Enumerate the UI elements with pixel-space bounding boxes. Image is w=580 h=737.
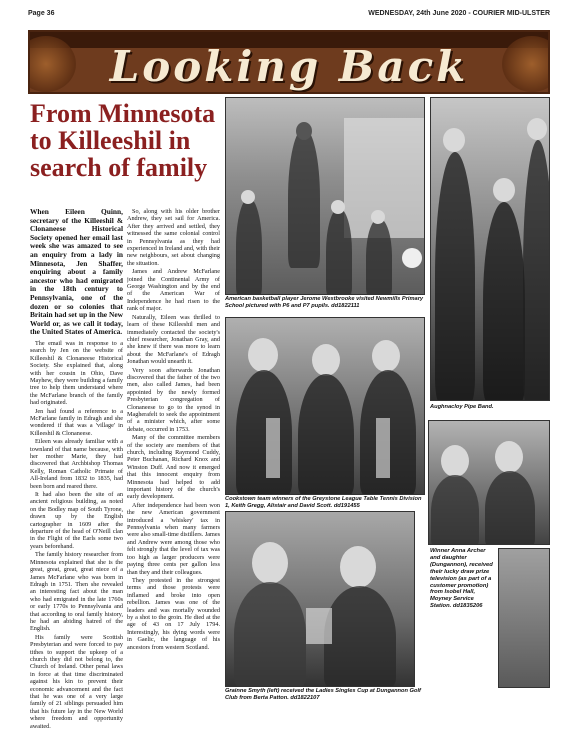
basketball-icon	[402, 248, 422, 268]
player-head	[372, 340, 400, 372]
person-head	[340, 546, 376, 588]
person-figure	[485, 471, 535, 545]
article-column-1	[30, 208, 123, 728]
date-line: WEDNESDAY, 24th June 2020 - COURIER MID-ULSTER	[368, 10, 550, 17]
player-figure	[288, 128, 320, 268]
piper-figure	[435, 152, 475, 401]
paragraph: It had also been the site of an ancient religious building, as noted on the Bodley map of South Tyrone, drawn up by the English cartographer in 1609 after the departure of the head of O'Neill clan in the Flight of the Earls some two years beforehand.	[30, 491, 123, 550]
pupil-head	[331, 200, 345, 214]
piper-head	[527, 118, 547, 140]
person-figure	[431, 475, 479, 545]
golf-photo	[225, 511, 415, 687]
paragraph: His family were Scottish Presbyterian and were forced to pay tithes to support the upkeep of a church they did not belong to, the Church of Ireland. Other penal laws in force at that time discriminated against his kin to prevent their economic advancement and the fact that he was one of a very large family of 21 siblings persuaded him that his future lay in the New World where freedom and opportunity awaited.	[30, 633, 123, 728]
article-headline: From Minnesota to Killeeshil in search of family	[30, 99, 216, 182]
person-head	[495, 441, 523, 473]
raffle-photo	[428, 420, 550, 545]
table-tennis-photo	[225, 317, 425, 495]
article-intro: When Eileen Quinn, secretary of the Killeeshil & Clonaneese Historical Society opened her email last week she was amazed to see an enquiry from a lady in Minnesota, Jen Shaffer, enquiring about a family ancestor who had emigrated in the 18th century to Pennsylvania, one of the dozen or so colonies that Britain had set up in the New World or, as we call it today, the United States of America.	[30, 208, 123, 337]
golf-caption: Grainne Smyth (left) received the Ladies Singles Cup at Dungannon Golf Club from Berta Patton. dd1822107	[225, 688, 421, 701]
person-figure	[324, 586, 396, 687]
raffle-caption: Winner Anna Archer and daughter (Dungannon), received their lucky draw prize television (as part of a customer promotion) from Isobel Hall, Moyney Service Station. dd1835206	[430, 548, 493, 610]
table-tennis-caption: Cookstown team winners of the Greystone League Table Tennis Division 1, Keith Gregg, Alistair and David Scott. dd191455	[225, 496, 422, 509]
person-head	[252, 542, 288, 584]
player-head	[248, 338, 278, 372]
basketball-caption: American basketball player Jerome Westbrooke visited Newmills Primary School pictured with P6 and P7 pupils. dd1822111	[225, 296, 424, 309]
looking-back-banner	[28, 30, 550, 94]
paragraph: So, along with his older brother Andrew, they set sail for America. After they arrived and settled, they witnessed the same colonial control in Pennsylvania as they had experienced in Ireland and, with their new neighbours, set about changing the situation.	[127, 208, 220, 267]
pupil-figure	[236, 198, 262, 295]
player-head	[312, 344, 340, 376]
pupil-head	[241, 190, 255, 204]
paragraph: James and Andrew McFarlane joined the Continental Army of George Washington and by the end of the American War of Independence he had risen to the rank of major.	[127, 268, 220, 313]
trophy-icon	[376, 418, 390, 478]
raffle-sidebox	[430, 548, 550, 688]
paragraph: The family history researcher from Minnesota explained that she is the great, great, great, great niece of a James McFarlane who was born in Edragh in 1751. Then she revealed an interesting fact about the man who had emigrated in the late 1760s or early 1770s to Pennsylvania and that according to oral family history, he had an abiding hatred of the English.	[30, 551, 123, 633]
pipe-band-caption: Aughnacloy Pipe Band.	[430, 404, 494, 410]
pupil-head	[371, 210, 385, 224]
player-figure	[298, 374, 354, 495]
basketball-photo	[225, 97, 425, 295]
piper-head	[443, 128, 465, 152]
paragraph: After independence had been won the new American government introduced a 'whiskey' tax in Pennsylvania when many farmers were also small-time distillers. James and Andrew were among those who felt strongly that the level of tax was too high as larger producers were paying three cents per gallon less than they and their colleagues.	[127, 501, 220, 576]
pupil-figure	[366, 218, 392, 295]
paragraph: Very soon afterwards Jonathan discovered that the father of the two men, also called James, had been appointed by the newly formed Presbyterian congregation of Clonaneese to go to the synod in Magherafelt to seek the appointment of a minister which, after some debate, occurred in 1753.	[127, 366, 220, 433]
player-figure	[236, 370, 292, 495]
player-head	[296, 122, 312, 140]
paragraph: The email was in response to a search by Jen on the website of Killeeshil & Clonaneese Historical Society. She explained that, along with her cousin in Ohio, Dave Mayhew, they were building a family tree to help them understand where the McFarlane branch of the family had originated.	[30, 339, 123, 407]
paragraph: Jen had found a reference to a McFarlane family in Edragh and she wondered if that was a 'village' in Killeeshil & Clonaneese.	[30, 407, 123, 437]
paragraph: They protested in the strongest terms and those protests were inflamed and broke into open rebellion. James was one of the leaders and was mortally wounded by a shot to the groin. He died at the age of 43 on 17 July 1794. Interestingly, his dying words were in Gaelic, the language of his ancestors from western Scotland.	[127, 576, 220, 651]
pipe-band-photo	[430, 97, 550, 401]
person-head	[441, 445, 469, 477]
piper-head	[493, 178, 515, 202]
cup-icon	[306, 608, 332, 644]
paragraph: Many of the committee members of the society are members of that church, including Raymond Cuddy, Peter Buchanan, Richard Knox and Winston Duff. And now it emerged that this innocent enquiry from Minnesota had helped to add important history of the church's early development.	[127, 434, 220, 501]
piper-figure	[483, 202, 525, 401]
article-column-2	[127, 208, 220, 728]
page-header	[28, 8, 550, 22]
paragraph: Eileen was already familiar with a townland of that name because, with her mother Marie, they had discovered that Archbishop Thomas Kelly, Roman Catholic Primate of All-Ireland from 1832 to 1835, had been born and reared there.	[30, 438, 123, 490]
trophy-icon	[266, 418, 280, 478]
person-figure	[234, 582, 306, 687]
banner-title: Looking Back	[109, 42, 469, 91]
page-number: Page 36	[28, 10, 55, 17]
raffle-photo-strip	[498, 548, 550, 688]
pupil-figure	[326, 208, 352, 295]
piper-figure	[523, 140, 550, 401]
paragraph: Naturally, Eileen was thrilled to learn of these Killeeshil men and immediately contacted the society's chief researcher, Jonathan Gray, and she knew if there was more to learn about the McFarlane's of Edragh Jonathan would unearth it.	[127, 313, 220, 366]
